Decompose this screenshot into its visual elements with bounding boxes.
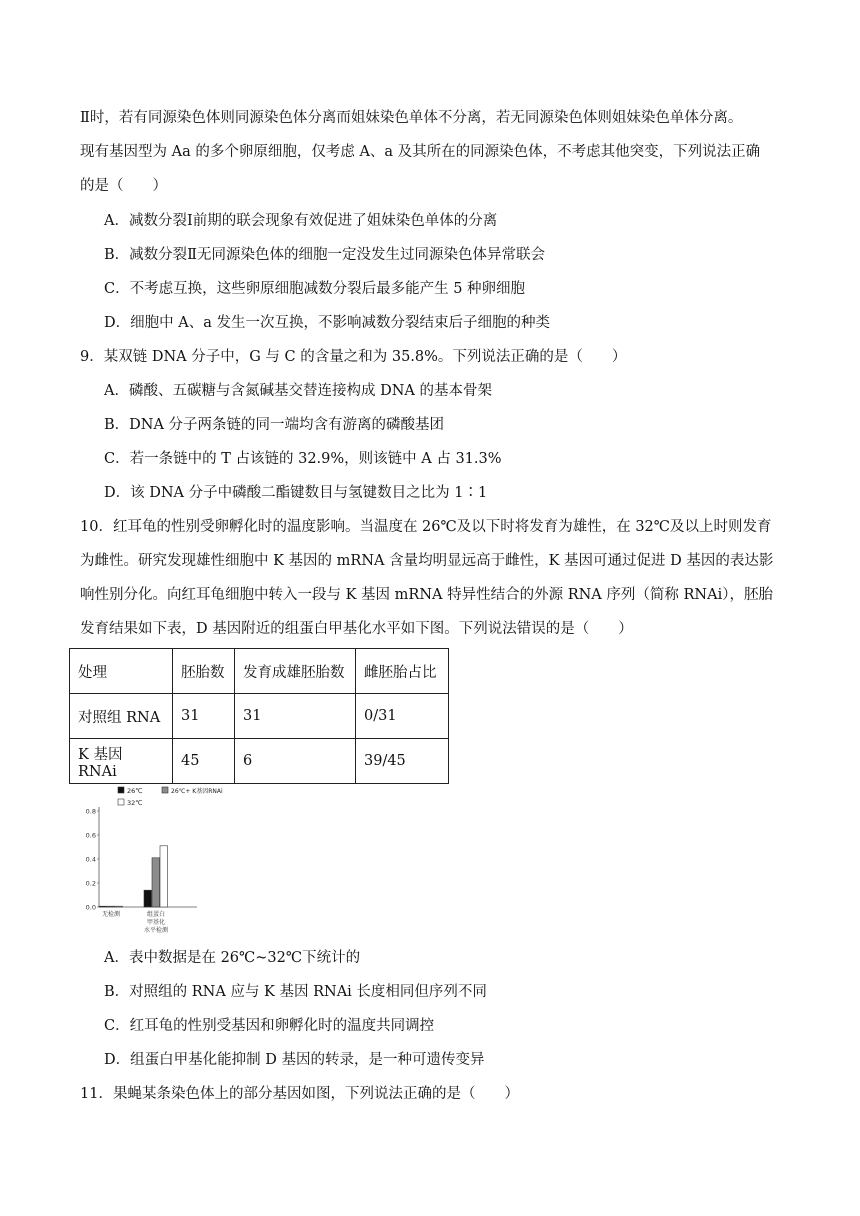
y-tick-label: 0.8 [85, 807, 96, 816]
q8-option-b: B．减数分裂Ⅱ无同源染色体的细胞一定没发生过同源染色体异常联会 [104, 247, 546, 263]
q8-option-d: D．细胞中 A、a 发生一次互换，不影响减数分裂结束后子细胞的种类 [104, 315, 550, 331]
table-cell: 31 [173, 694, 235, 739]
x-tick-label: 无检测 [101, 911, 121, 918]
legend-label: 26℃+ K基因RNAi [171, 788, 223, 795]
table-header: 胚胎数 [173, 649, 235, 694]
table-cell: 31 [235, 694, 356, 739]
q10-stem-line: 为雌性。研究发现雄性细胞中 K 基因的 mRNA 含量均明显远高于雌性，K 基因可通过促进 D 基因的表达影 [80, 553, 774, 569]
intro-line: 的是（ ） [80, 178, 167, 194]
q9-option-c: C．若一条链中的 T 占该链的 32.9%，则该链中 A 占 31.3% [104, 451, 502, 467]
bar [107, 906, 115, 907]
q8-option-a: A．减数分裂Ⅰ前期的联会现象有效促进了姐妹染色单体的分离 [104, 213, 498, 229]
bar [144, 890, 152, 907]
legend-label: 26℃ [127, 787, 143, 795]
q10-option-c: C．红耳龟的性别受基因和卵孵化时的温度共同调控 [104, 1018, 435, 1034]
q9-option-a: A．磷酸、五碳糖与含氮碱基交替连接构成 DNA 的基本骨架 [104, 383, 492, 399]
q10-stem-line: 发育结果如下表，D 基因附近的组蛋白甲基化水平如下图。下列说法错误的是（ ） [80, 621, 633, 637]
q9-stem: 9．某双链 DNA 分子中，G 与 C 的含量之和为 35.8%。下列说法正确的是（ ） [80, 349, 627, 365]
x-tick-label: 组蛋白 [146, 911, 166, 918]
table-row [70, 694, 449, 739]
q10-stem-line: 响性别分化。向红耳龟细胞中转入一段与 K 基因 mRNA 特异性结合的外源 RNA 序列（简称 RNAi），胚胎 [80, 587, 773, 603]
q9-option-b: B．DNA 分子两条链的同一端均含有游离的磷酸基团 [104, 417, 445, 433]
q11-stem: 11．果蝇某条染色体上的部分基因如图，下列说法正确的是（ ） [80, 1086, 519, 1102]
table-header: 雌胚胎占比 [356, 649, 449, 694]
results-table [69, 648, 449, 784]
table-header-row [70, 649, 449, 694]
intro-line: Ⅱ时，若有同源染色体则同源染色体分离而姐妹染色单体不分离，若无同源染色体则姐妹染色单体分离。 [80, 110, 743, 126]
q9-option-d: D．该 DNA 分子中磷酸二酯键数目与氢键数目之比为 1∶1 [104, 485, 488, 501]
q8-option-c: C．不考虑互换，这些卵原细胞减数分裂后最多能产生 5 种卵细胞 [104, 281, 526, 297]
y-tick-label: 0.4 [85, 855, 96, 864]
y-tick-label: 0.0 [85, 903, 96, 912]
legend-swatch [118, 799, 124, 805]
intro-line: 现有基因型为 Aa 的多个卵原细胞，仅考虑 A、a 及其所在的同源染色体，不考虑其他突变，下列说法正确 [80, 144, 761, 160]
q10-option-d: D．组蛋白甲基化能抑制 D 基因的转录，是一种可遗传变异 [104, 1052, 485, 1068]
table-cell: 45 [173, 739, 235, 784]
q10-stem-line: 10．红耳龟的性别受卵孵化时的温度影响。当温度在 26℃及以下时将发育为雄性，在 32℃及以上时则发育 [80, 519, 772, 535]
table-cell: 对照组 RNA [70, 694, 173, 739]
table-cell: 0/31 [356, 694, 449, 739]
table-cell: K 基因 RNAi [70, 739, 173, 784]
q10-option-b: B．对照组的 RNA 应与 K 基因 RNAi 长度相同但序列不同 [104, 984, 487, 1000]
x-tick-label: 水平检测 [143, 927, 169, 934]
y-tick-label: 0.6 [85, 831, 96, 840]
x-tick-label: 甲基化 [146, 919, 166, 926]
bar [99, 906, 107, 907]
legend-swatch [162, 787, 168, 793]
bar [115, 906, 123, 907]
q10-option-a: A．表中数据是在 26℃~32℃下统计的 [104, 950, 361, 966]
bar [152, 858, 160, 907]
table-header: 处理 [70, 649, 173, 694]
table-header: 发育成雄胚胎数 [235, 649, 356, 694]
legend-swatch [118, 787, 124, 793]
bar [160, 846, 168, 907]
table-cell: 6 [235, 739, 356, 784]
table-cell: 39/45 [356, 739, 449, 784]
table-row [70, 739, 449, 784]
legend-label: 32℃ [127, 799, 143, 807]
methylation-bar-chart [75, 785, 223, 940]
y-tick-label: 0.2 [85, 879, 96, 888]
